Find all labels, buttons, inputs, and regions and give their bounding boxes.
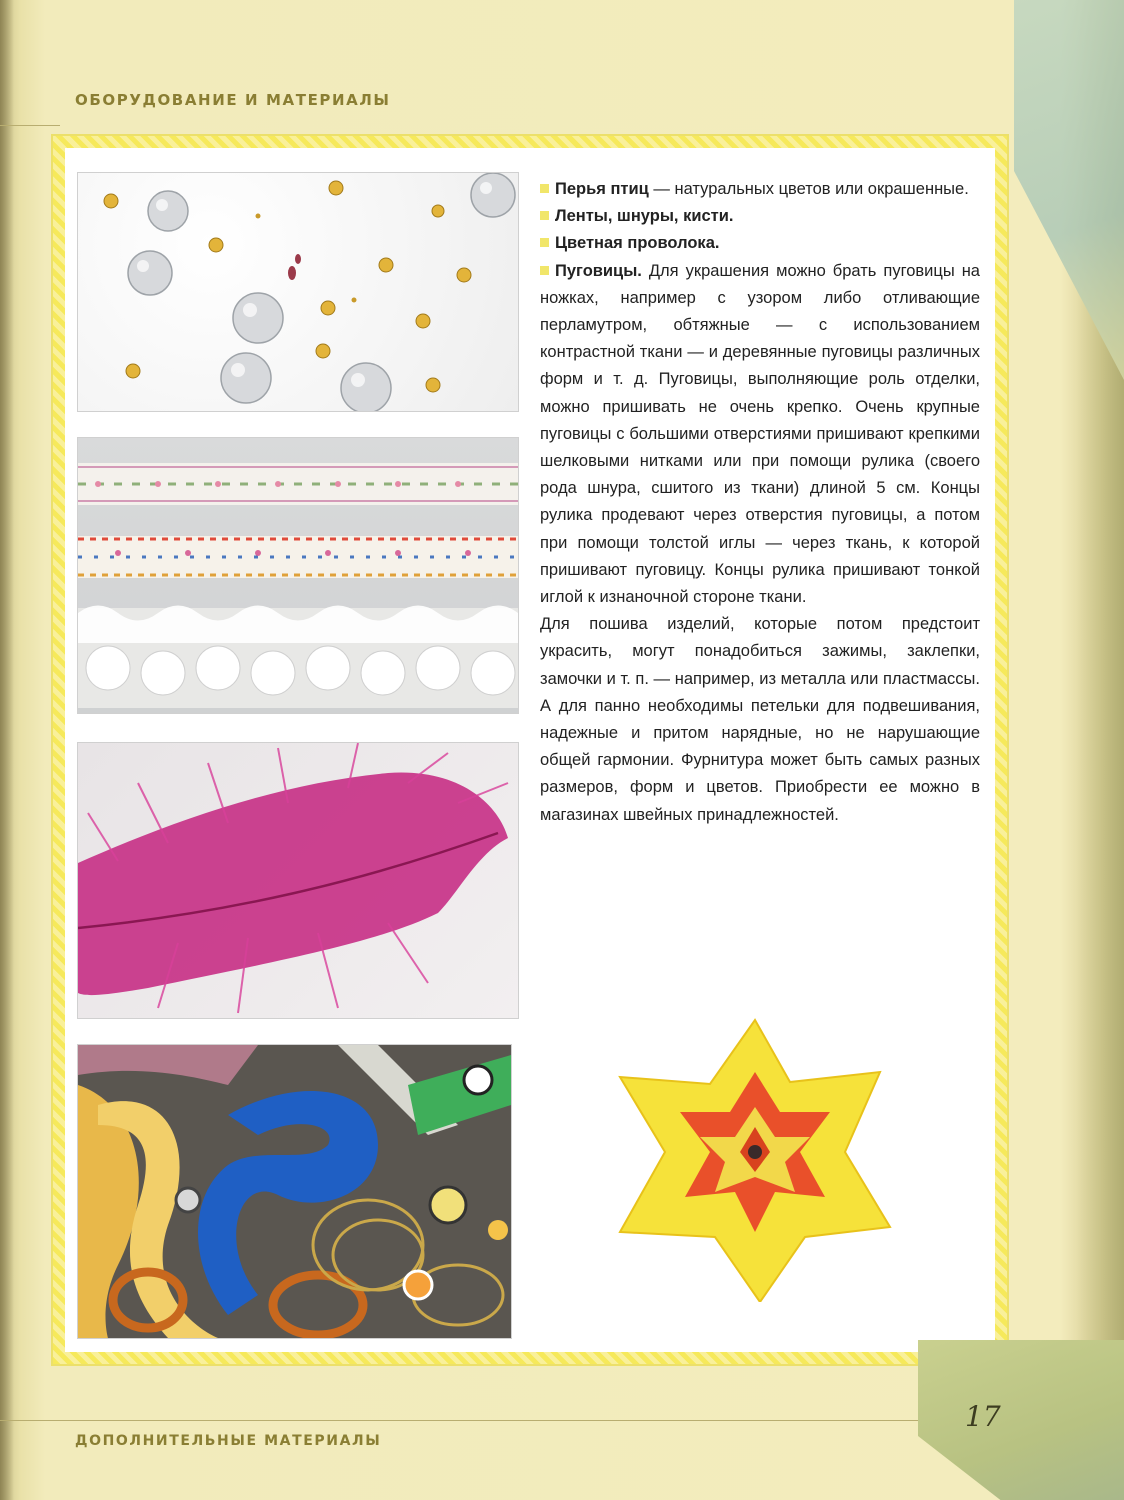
closing-paragraph: Для пошива изделий, которые потом предстоит украсить, могут понадобиться зажимы, заклепки, замочки и т. п. — например, из металла или пластмассы. А для панно необходимы петельки для подвешивания, надежные и притом нарядные, но не нарушающие общей гармонии. Фурнитура может быть самых разных размеров, форм и цветов. Приобрести ее можно в магазинах швейных принадлежностей. [540, 615, 980, 824]
footer-rule [0, 1420, 920, 1421]
bullet-term: Пуговицы. [555, 261, 642, 280]
fabric-star-illustration [590, 1012, 920, 1302]
ribbons-cords-photo [77, 1044, 512, 1339]
beads-photo [77, 172, 519, 412]
body-text [540, 176, 980, 829]
bullet-wire [540, 230, 980, 257]
bullet-term: Ленты, шнуры, кисти. [555, 207, 734, 226]
bullet-marker [540, 238, 549, 247]
page-number: 17 [965, 1400, 1001, 1433]
bullet-marker [540, 266, 549, 275]
running-footer: ДОПОЛНИТЕЛЬНЫЕ МАТЕРИАЛЫ [75, 1433, 382, 1449]
ribbons-illustration [78, 1045, 511, 1338]
header-rule [0, 125, 60, 126]
lace-illustration [78, 438, 518, 713]
bullet-text: Для украшения можно брать пуговицы на ножках, например с узором либо отливающие перламутром, обтяжные — с использованием контрастной ткани — и деревянные пуговицы различных форм и т. д. Пуговицы, выполняющие роль отделки, можно пришивать не очень крепко. Очень крупные пуговицы с большими отверстиями пришивают крепкими шелковыми нитками или при помощи рулика (своего рода шнура, сшитого из ткани) длиной 5 см. Концы рулика продевают через отверстия пуговицы, а потом при помощи толстой иглы — через ткань, к которой пришивают пуговицу. Концы рулика пришивают тонкой иглой к изнаночной стороне ткани. [540, 261, 980, 607]
lace-ribbons-photo [77, 437, 519, 714]
bullet-term: Перья птиц [555, 180, 649, 198]
bullet-marker [540, 184, 549, 193]
fabric-star-photo [590, 1012, 920, 1302]
feather-illustration [78, 743, 518, 1018]
beads-illustration [78, 173, 518, 411]
bullet-marker [540, 211, 549, 220]
bullet-feathers [540, 176, 980, 203]
bullet-buttons [540, 258, 980, 612]
bullet-text: — натуральных цветов или окрашенные. [648, 180, 969, 198]
bullet-ribbons [540, 203, 980, 230]
running-header: ОБОРУДОВАНИЕ И МАТЕРИАЛЫ [75, 91, 391, 109]
bullet-term: Цветная проволока. [555, 234, 720, 253]
feather-photo [77, 742, 519, 1019]
spine-shadow [0, 0, 14, 1500]
